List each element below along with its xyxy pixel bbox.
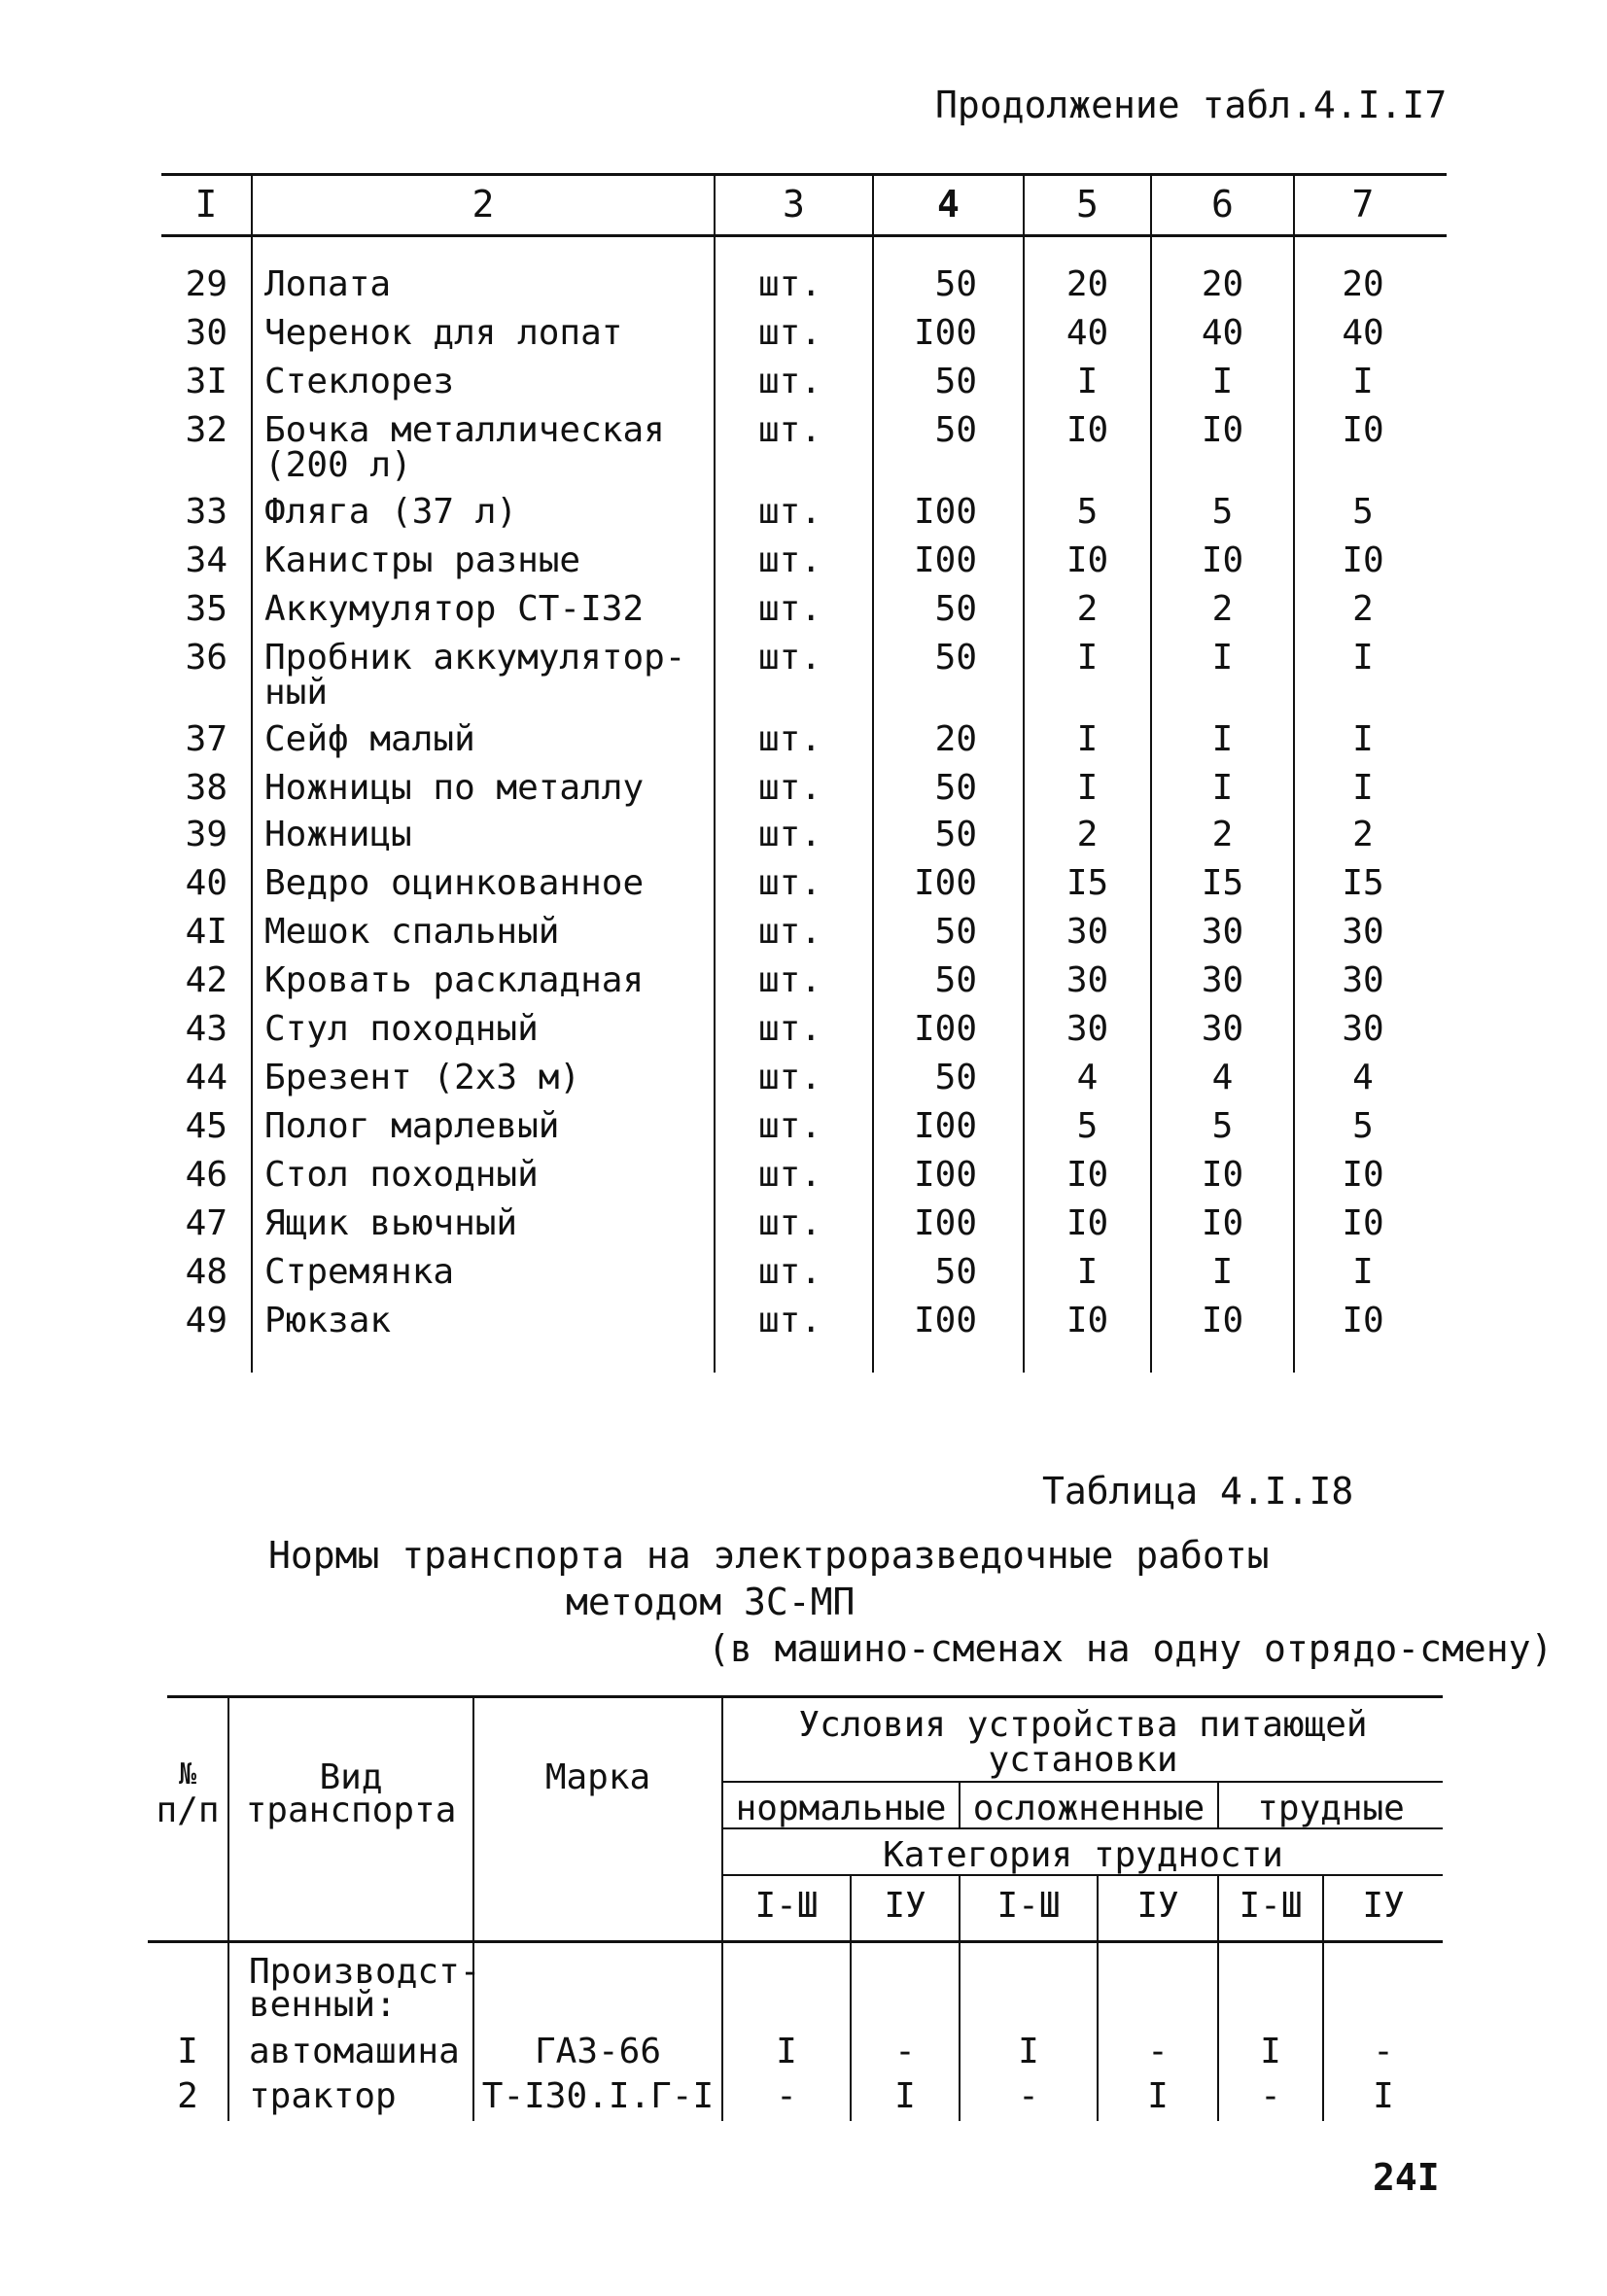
unit: шт. xyxy=(758,960,822,1000)
value-col4: 50 xyxy=(934,912,977,952)
value-col7: 5 xyxy=(1352,492,1374,532)
value-col7: I0 xyxy=(1342,410,1384,450)
value-col4: 50 xyxy=(934,589,977,629)
row-number: 48 xyxy=(185,1252,227,1292)
unit: шт. xyxy=(758,863,822,903)
row-number: 42 xyxy=(185,960,227,1000)
item-name: Стремянка xyxy=(264,1252,455,1292)
value-col7: I0 xyxy=(1342,1301,1384,1340)
group-label-line2: венный: xyxy=(249,1985,397,2025)
item-name: Рюкзак xyxy=(264,1301,392,1340)
value-col5: I0 xyxy=(1066,1203,1109,1243)
row-number: 2 xyxy=(177,2076,198,2116)
value-col5: I xyxy=(1076,768,1099,808)
row-number: 47 xyxy=(185,1203,227,1243)
row-number: 4I xyxy=(185,912,227,952)
col-header: 7 xyxy=(1351,183,1375,226)
row-number: 33 xyxy=(185,492,227,532)
row-number: 34 xyxy=(185,540,227,580)
value-col5: I0 xyxy=(1066,540,1109,580)
value-col7: I5 xyxy=(1342,863,1384,903)
value-col6: I0 xyxy=(1201,410,1244,450)
value-col5: I xyxy=(1076,638,1099,678)
table-title-line2: методом ЗС-МП xyxy=(566,1581,856,1623)
value-col7: 30 xyxy=(1342,912,1384,952)
unit: шт. xyxy=(758,362,822,401)
item-name: Брезент (2х3 м) xyxy=(264,1058,581,1097)
value-col7: 5 xyxy=(1352,1106,1374,1146)
value-col6: I xyxy=(1211,719,1234,759)
value-col6: I xyxy=(1211,638,1234,678)
unit: шт. xyxy=(758,815,822,854)
brand: ГАЗ-66 xyxy=(534,2032,662,2071)
value-col6: I0 xyxy=(1201,1301,1244,1340)
value-col6: I xyxy=(1211,362,1234,401)
value-col5: I0 xyxy=(1066,1301,1109,1340)
item-name: Кровать раскладная xyxy=(264,960,645,1000)
num-header-line2: п/п xyxy=(156,1791,220,1830)
item-name: Лопата xyxy=(264,264,392,304)
norm-value: - xyxy=(1147,2032,1169,2071)
value-col5: I5 xyxy=(1066,863,1109,903)
value-col7: 20 xyxy=(1342,264,1384,304)
item-name: Фляга (37 л) xyxy=(264,492,518,532)
transport-type: автомашина xyxy=(249,2032,460,2071)
transport-type: трактор xyxy=(249,2076,397,2116)
unit: шт. xyxy=(758,589,822,629)
col-header: 4 xyxy=(937,183,960,226)
value-col5: 30 xyxy=(1066,1009,1109,1049)
value-col4: 50 xyxy=(934,815,977,854)
value-col7: I0 xyxy=(1342,1155,1384,1195)
value-col5: 4 xyxy=(1076,1058,1099,1097)
value-col5: I0 xyxy=(1066,1155,1109,1195)
value-col4: I00 xyxy=(913,1301,977,1340)
item-name: Черенок для лопат xyxy=(264,313,623,353)
row-number: 49 xyxy=(185,1301,227,1340)
row-number: 44 xyxy=(185,1058,227,1097)
item-name: Ножницы xyxy=(264,815,412,854)
norm-value: I xyxy=(1373,2076,1394,2116)
col-header: I xyxy=(194,183,218,226)
value-col6: 20 xyxy=(1201,264,1244,304)
norm-value: I xyxy=(894,2076,916,2116)
cat-header: IУ xyxy=(1136,1886,1179,1926)
norm-value: I xyxy=(1147,2076,1169,2116)
unit: шт. xyxy=(758,1106,822,1146)
value-col4: 50 xyxy=(934,768,977,808)
item-name: Канистры разные xyxy=(264,540,581,580)
unit: шт. xyxy=(758,264,822,304)
item-name: Ящик вьючный xyxy=(264,1203,518,1243)
row-number: 32 xyxy=(185,410,227,450)
cat-header: I-Ш xyxy=(1239,1886,1303,1926)
table-label: Таблица 4.I.I8 xyxy=(1042,1470,1354,1513)
value-col7: 40 xyxy=(1342,313,1384,353)
row-number: I xyxy=(177,2032,198,2071)
value-col7: 30 xyxy=(1342,960,1384,1000)
value-col6: 30 xyxy=(1201,960,1244,1000)
normal-header: нормальные xyxy=(735,1789,947,1828)
value-col7: I0 xyxy=(1342,540,1384,580)
norm-value: I xyxy=(1260,2032,1281,2071)
row-number: 29 xyxy=(185,264,227,304)
unit: шт. xyxy=(758,540,822,580)
value-col7: 30 xyxy=(1342,1009,1384,1049)
row-number: 38 xyxy=(185,768,227,808)
unit: шт. xyxy=(758,1203,822,1243)
col-header: 2 xyxy=(472,183,495,226)
value-col7: I xyxy=(1352,719,1374,759)
value-col6: I xyxy=(1211,768,1234,808)
row-number: 37 xyxy=(185,719,227,759)
brand: Т-I30.I.Г-I xyxy=(481,2076,715,2116)
value-col6: 2 xyxy=(1211,815,1234,854)
unit: шт. xyxy=(758,768,822,808)
row-number: 35 xyxy=(185,589,227,629)
norm-value: - xyxy=(1018,2076,1039,2116)
value-col4: 50 xyxy=(934,1252,977,1292)
unit: шт. xyxy=(758,912,822,952)
item-name: Аккумулятор СТ-I32 xyxy=(264,589,645,629)
category-header: Категория трудности xyxy=(883,1835,1283,1875)
value-col7: I xyxy=(1352,362,1374,401)
value-col5: 5 xyxy=(1076,492,1099,532)
value-col6: I0 xyxy=(1201,540,1244,580)
unit: шт. xyxy=(758,1252,822,1292)
value-col7: I xyxy=(1352,638,1374,678)
value-col4: I00 xyxy=(913,313,977,353)
norm-value: I xyxy=(1018,2032,1039,2071)
value-col6: 40 xyxy=(1201,313,1244,353)
unit: шт. xyxy=(758,1301,822,1340)
value-col7: 2 xyxy=(1352,589,1374,629)
value-col4: 50 xyxy=(934,362,977,401)
item-name: Ведро оцинкованное xyxy=(264,863,645,903)
row-number: 45 xyxy=(185,1106,227,1146)
cat-header: IУ xyxy=(1362,1886,1405,1926)
type-header-line2: транспорта xyxy=(245,1791,457,1830)
row-number: 40 xyxy=(185,863,227,903)
value-col6: 5 xyxy=(1211,1106,1234,1146)
value-col5: I xyxy=(1076,719,1099,759)
norm-value: I xyxy=(776,2032,797,2071)
col-header: 5 xyxy=(1076,183,1099,226)
unit: шт. xyxy=(758,492,822,532)
value-col7: I xyxy=(1352,768,1374,808)
unit: шт. xyxy=(758,1058,822,1097)
brand-header: Марка xyxy=(544,1757,651,1797)
value-col7: 4 xyxy=(1352,1058,1374,1097)
value-col6: I5 xyxy=(1201,863,1244,903)
value-col6: 2 xyxy=(1211,589,1234,629)
value-col5: I xyxy=(1076,1252,1099,1292)
table-title-line1: Нормы транспорта на электроразведочные работы xyxy=(268,1534,1270,1577)
num-header-line1: № xyxy=(178,1757,197,1792)
conditions-rule xyxy=(723,1781,1443,1783)
item-name: Стеклорез xyxy=(264,362,455,401)
value-col5: I xyxy=(1076,362,1099,401)
unit: шт. xyxy=(758,638,822,678)
value-col7: 2 xyxy=(1352,815,1374,854)
value-col6: 5 xyxy=(1211,492,1234,532)
value-col5: I0 xyxy=(1066,410,1109,450)
row-number: 43 xyxy=(185,1009,227,1049)
value-col6: 30 xyxy=(1201,1009,1244,1049)
value-col4: I00 xyxy=(913,540,977,580)
table-header-rule xyxy=(161,234,1447,237)
col-header: 6 xyxy=(1211,183,1234,226)
value-col4: 50 xyxy=(934,1058,977,1097)
value-col4: 50 xyxy=(934,638,977,678)
col-header: 3 xyxy=(783,183,805,226)
unit: шт. xyxy=(758,410,822,450)
item-name: Ножницы по металлу xyxy=(264,768,645,808)
unit: шт. xyxy=(758,1009,822,1049)
cat-header: I-Ш xyxy=(996,1886,1061,1926)
unit: шт. xyxy=(758,1155,822,1195)
norm-value: - xyxy=(1260,2076,1281,2116)
cat-header: I-Ш xyxy=(754,1886,819,1926)
value-col4: 50 xyxy=(934,264,977,304)
value-col4: 50 xyxy=(934,960,977,1000)
value-col4: I00 xyxy=(913,863,977,903)
value-col4: 20 xyxy=(934,719,977,759)
value-col5: 2 xyxy=(1076,589,1099,629)
table-top-rule xyxy=(167,1695,1443,1698)
value-col4: I00 xyxy=(913,1106,977,1146)
conditions-header-line2: установки xyxy=(988,1740,1178,1780)
value-col6: 4 xyxy=(1211,1058,1234,1097)
value-col5: 30 xyxy=(1066,960,1109,1000)
value-col4: I00 xyxy=(913,1009,977,1049)
value-col5: 20 xyxy=(1066,264,1109,304)
col-divider xyxy=(251,175,253,1373)
row-number: 39 xyxy=(185,815,227,854)
row-number: 3I xyxy=(185,362,227,401)
norm-value: - xyxy=(1373,2032,1394,2071)
cat-header: IУ xyxy=(884,1886,926,1926)
unit: шт. xyxy=(758,313,822,353)
complicated-header: осложненные xyxy=(972,1789,1205,1828)
value-col6: I xyxy=(1211,1252,1234,1292)
value-col4: 50 xyxy=(934,410,977,450)
value-col6: 30 xyxy=(1201,912,1244,952)
item-name: Стол походный xyxy=(264,1155,539,1195)
norm-value: - xyxy=(776,2076,797,2116)
value-col4: I00 xyxy=(913,1203,977,1243)
difficult-header: трудные xyxy=(1257,1789,1405,1828)
table-top-rule xyxy=(161,173,1447,176)
table-subtitle: (в машино-сменах на одну отрядо-смену) xyxy=(708,1627,1554,1670)
value-col7: I0 xyxy=(1342,1203,1384,1243)
row-number: 30 xyxy=(185,313,227,353)
item-name: Стул походный xyxy=(264,1009,539,1049)
item-name-cont: (200 л) xyxy=(264,445,412,485)
norm-value: - xyxy=(894,2032,916,2071)
item-name: Полог марлевый xyxy=(264,1106,560,1146)
row-number: 46 xyxy=(185,1155,227,1195)
table-header-rule xyxy=(148,1940,1443,1943)
value-col6: I0 xyxy=(1201,1155,1244,1195)
value-col7: I xyxy=(1352,1252,1374,1292)
value-col6: I0 xyxy=(1201,1203,1244,1243)
unit: шт. xyxy=(758,719,822,759)
item-name: Пробник аккумулятор- xyxy=(264,638,686,678)
group-label-line1: Производст- xyxy=(249,1952,481,1992)
value-col5: 2 xyxy=(1076,815,1099,854)
item-name: Сейф малый xyxy=(264,719,475,759)
conditions-header-line1: Условия устройства питающей xyxy=(798,1705,1368,1745)
row-number: 36 xyxy=(185,638,227,678)
value-col4: I00 xyxy=(913,492,977,532)
page-number: 24I xyxy=(1373,2156,1440,2199)
value-col5: 40 xyxy=(1066,313,1109,353)
value-col5: 30 xyxy=(1066,912,1109,952)
type-header-line1: Вид xyxy=(319,1757,383,1797)
value-col4: I00 xyxy=(913,1155,977,1195)
col-divider xyxy=(714,175,716,1373)
value-col5: 5 xyxy=(1076,1106,1099,1146)
item-name: Бочка металлическая xyxy=(264,410,665,450)
continuation-label: Продолжение табл.4.I.I7 xyxy=(935,84,1448,126)
item-name: Мешок спальный xyxy=(264,912,560,952)
item-name-cont: ный xyxy=(264,673,329,713)
